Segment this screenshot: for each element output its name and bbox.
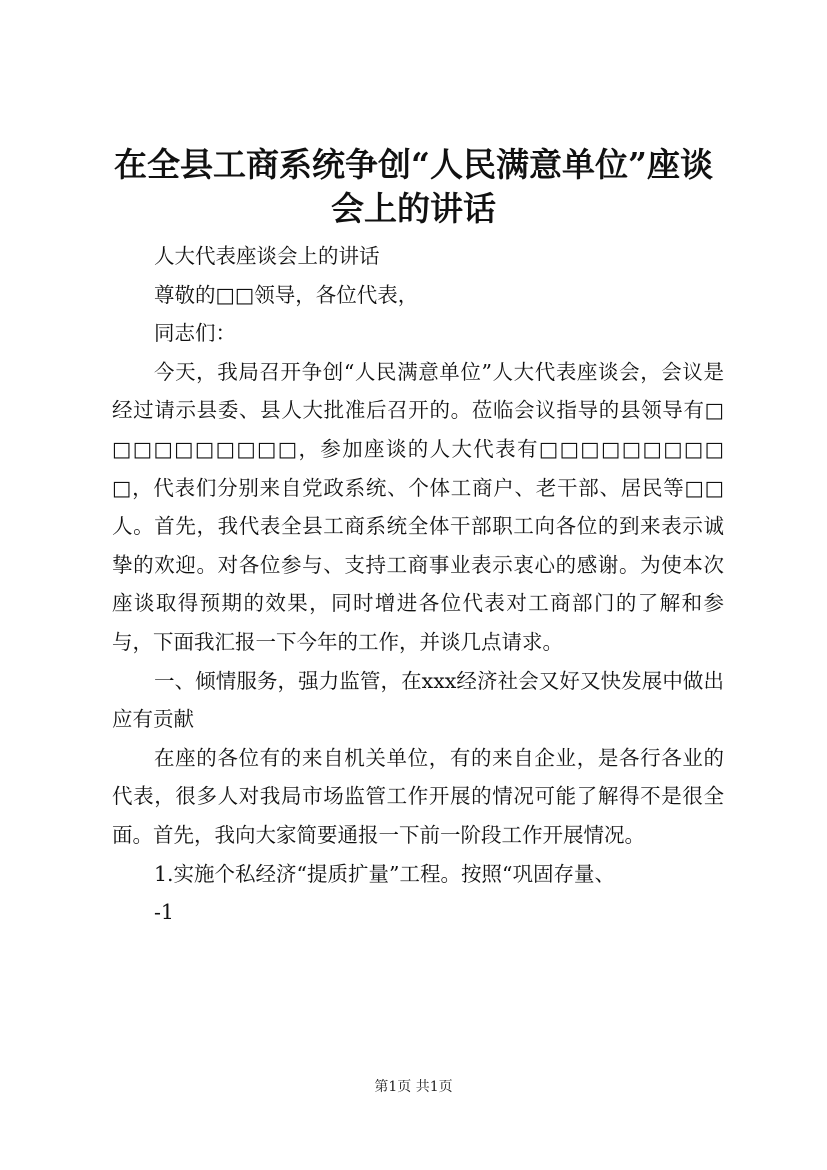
document-body	[112, 237, 724, 932]
paragraph-opening: 今天，我局召开争创“人民满意单位”人大代表座谈会，会议是经过请示县委、县人大批准后召开的。莅临会议指导的县领导有□□□□□□□□□□，参加座谈的人大代表有□□□□□□□□□□，代表们分别来自党政系统、个体工商户、老干部、居民等□□人。首先，我代表全县工商系统全体干部职工向各位的到来表示诚挚的欢迎。对各位参与、支持工商事业表示衷心的感谢。为使本次座谈取得预期的效果，同时增进各位代表对工商部门的了解和参与，下面我汇报一下今年的工作，并谈几点请求。	[112, 359, 724, 654]
paragraph-subtitle: 人大代表座谈会上的讲话	[154, 244, 380, 268]
paragraph-section-heading: 一、倾情服务，强力监管，在xxx经济社会又好又快发展中做出应有贡献	[112, 668, 724, 732]
document-title: 在全县工商系统争创“人民满意单位”座谈会上的讲话	[114, 145, 713, 228]
paragraph-salutation: 尊敬的□□领导，各位代表，	[154, 282, 419, 307]
paragraph-item-1: 1.实施个私经济“提质扩量”工程。按照“巩固存量、	[154, 861, 615, 886]
paragraph-greeting: 同志们：	[154, 321, 236, 346]
page-footer: 第1页 共1页	[374, 1079, 453, 1095]
paragraph-page-marker: -1	[154, 900, 174, 925]
paragraph-overview: 在座的各位有的来自机关单位，有的来自企业，是各行各业的代表，很多人对我局市场监管工作开展的情况可能了解得不是很全面。首先，我向大家简要通报一下前一阶段工作开展情况。	[112, 745, 724, 847]
